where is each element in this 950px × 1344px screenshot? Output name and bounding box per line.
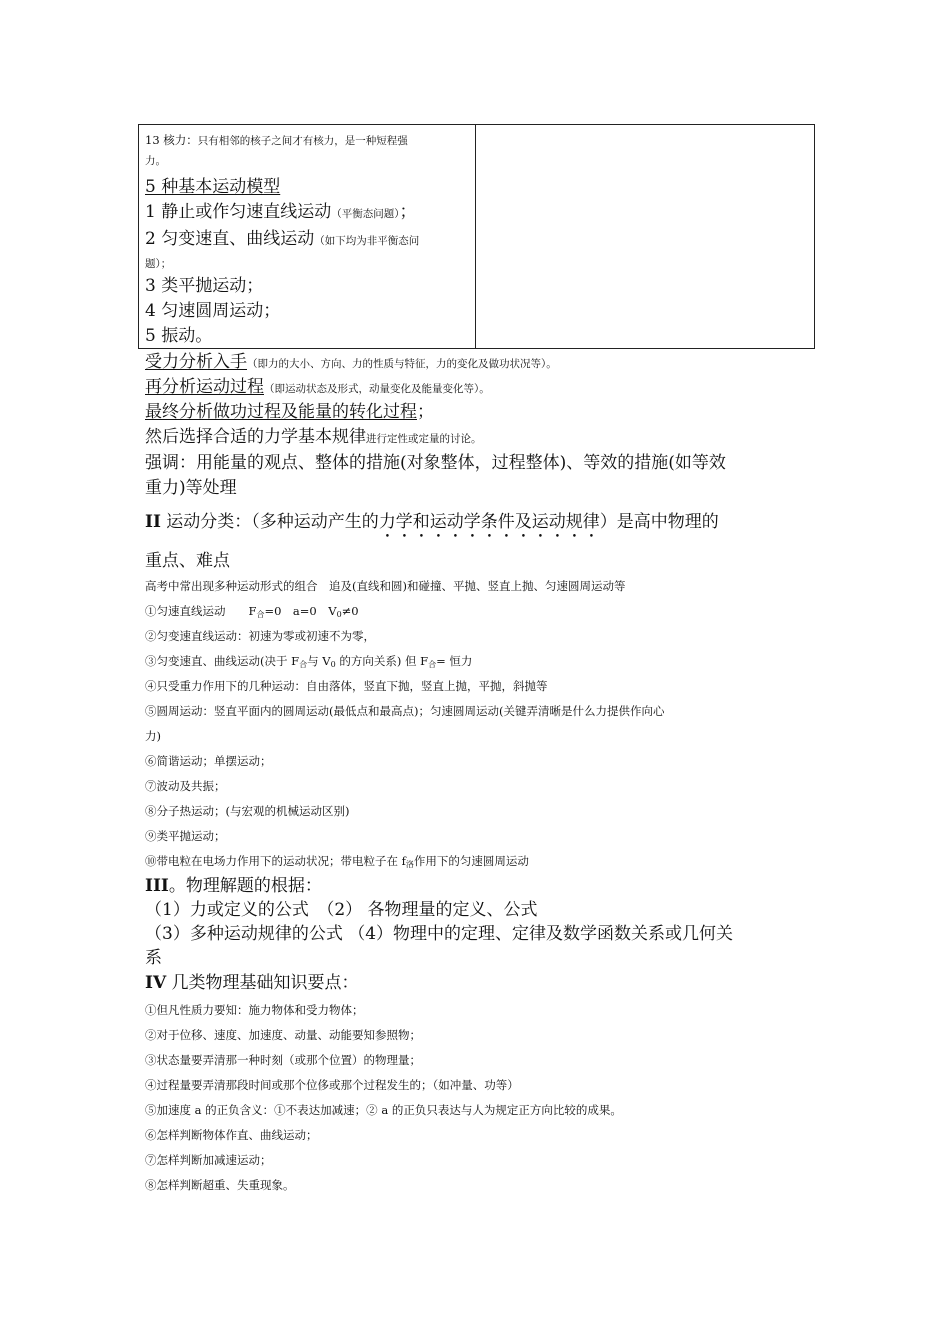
step-1-note: （即力的大小、方向、力的性质与特征，力的变化及做功状况等）。 [247, 358, 557, 370]
step-4-head: 然后选择合适的力学基本规律 [145, 427, 366, 447]
motion-item-3-sub: 合 [299, 660, 308, 669]
section-4-heading [145, 971, 359, 996]
emphasis-line-1: 强调：用能量的观点、整体的措施(对象整体，过程整体)、等效的措施(如等效 [145, 453, 726, 473]
core-force-desc-cont: 力。 [145, 155, 166, 167]
core-force-line [145, 129, 467, 152]
section-2-intro: 高考中常出现多种运动形式的组合 追及(直线和圆)和碰撞、平抛、竖直上抛、匀速圆周运动等 [145, 579, 626, 593]
section-3-heading [145, 874, 322, 899]
motion-item-3-a: ③匀变速直、曲线运动(决于 F [145, 654, 300, 668]
knowledge-point-2: ②对于位移、速度、加速度、动量、动能要知参照物； [145, 1028, 421, 1042]
model-1-note: （平衡态问题） [331, 208, 400, 220]
basis-line-2: （3）多种运动规律的公式 （4）物理中的定理、定律及数学函数关系或几何关 [145, 924, 734, 944]
knowledge-point-3: ③状态量要弄清那一种时刻（或那个位置）的物理量； [145, 1053, 421, 1067]
knowledge-point-7: ⑦怎样判断加减速运动； [145, 1153, 272, 1167]
motion-item-9: ⑨类平抛运动； [145, 829, 226, 843]
motion-item-5: ⑤圆周运动：竖直平面内的圆周运动(最低点和最高点)；匀速圆周运动(关键弄清晰是什么力提供作向心 [145, 704, 665, 718]
section-4-title: 几类物理基础知识要点： [166, 973, 359, 993]
section-2-heading [145, 510, 719, 542]
motion-item-1-c: ≠0 [341, 604, 359, 618]
models-title: 5 种基本运动模型 [145, 177, 281, 197]
motion-item-1-a: ①匀速直线运动 F [145, 604, 257, 618]
step-2 [145, 375, 490, 402]
motion-item-8: ⑧分子热运动；(与宏观的机械运动区别) [145, 804, 350, 818]
summary-table [138, 124, 815, 349]
knowledge-point-4: ④过程量要弄清那段时间或那个位侈或那个过程发生的；（如冲量、功等） [145, 1078, 519, 1092]
section-2-numeral: II [145, 512, 161, 532]
core-force-desc: 只有相邻的核子之间才有核力，是一种短程强 [197, 135, 408, 147]
step-2-head: 再分析运动过程 [145, 377, 264, 397]
motion-item-7: ⑦波动及共振； [145, 779, 226, 793]
model-2-note: （如下均为非平衡态问 [314, 235, 420, 247]
knowledge-point-1: ①但凡性质力要知：施力物体和受力物体； [145, 1003, 364, 1017]
step-1 [145, 350, 557, 377]
motion-item-3 [145, 650, 472, 676]
motion-item-1-sub: 合 [256, 610, 265, 619]
motion-item-2: ②匀变速直线运动：初速为零或初速不为零， [145, 629, 375, 643]
section-2-title-emphasis: 力学和运动学条件及运动规律 [378, 512, 600, 532]
model-1 [145, 200, 467, 227]
section-2-title-a: 运动分类：（多种运动产生的 [160, 512, 379, 532]
knowledge-point-8: ⑧怎样判断超重、失重现象。 [145, 1178, 295, 1192]
motion-item-3-sub2: 0 [330, 660, 336, 669]
motion-item-4: ④只受重力作用下的几种运动：自由落体，竖直下抛，竖直上抛，平抛，斜抛等 [145, 679, 548, 693]
emphasis-line-2: 重力)等处理 [145, 478, 237, 498]
step-1-head: 受力分析入手 [145, 352, 247, 372]
section-2-heading-cont: 重点、难点 [145, 551, 230, 571]
step-4-note: 进行定性或定量的讨论。 [366, 433, 482, 445]
motion-item-5-cont: 力) [145, 729, 161, 743]
section-3-title: 。物理解题的根据： [168, 876, 322, 896]
motion-item-10-sub: 洛 [405, 860, 414, 869]
section-3-numeral: III [145, 876, 169, 896]
model-2-note-cont: 题）； [145, 258, 172, 270]
model-2-text: 2 匀变速直、曲线运动 [145, 229, 315, 249]
step-3-head: 最终分析做功过程及能量的转化过程 [145, 402, 417, 422]
knowledge-point-5: ⑤加速度 a 的正负含义：①不表达加减速；② a 的正负只表达与人为规定正方向比较的成果。 [145, 1103, 622, 1117]
motion-item-3-c: 的方向关系) 但 F [335, 654, 429, 668]
model-2 [145, 227, 467, 254]
section-2-title-b: ）是高中物理的 [599, 512, 719, 532]
model-3: 3 类平抛运动； [145, 276, 264, 296]
model-1-text: 1 静止或作匀速直线运动 [145, 202, 332, 222]
motion-item-6: ⑥简谐运动；单摆运动； [145, 754, 272, 768]
motion-item-10 [145, 850, 529, 876]
step-2-note: （即运动状态及形式，动量变化及能量变化等）。 [264, 383, 490, 395]
motion-item-3-sub3: 合 [428, 660, 437, 669]
motion-item-10-a: ⑩带电粒在电场力作用下的运动状况；带电粒子在 f [145, 854, 406, 868]
step-3 [145, 400, 434, 425]
model-1-tail: ； [399, 202, 417, 222]
table-divider [475, 125, 476, 348]
step-4 [145, 425, 482, 452]
motion-item-1 [145, 600, 359, 626]
section-4-numeral: IV [145, 973, 167, 993]
core-force-label: 13 核力： [145, 133, 198, 147]
basis-line-1: （1）力或定义的公式 （2） 各物理量的定义、公式 [145, 900, 538, 920]
step-3-tail: ； [417, 402, 434, 422]
motion-item-3-d: = 恒力 [436, 654, 473, 668]
motion-item-3-b: 与 V [307, 654, 331, 668]
model-4: 4 匀速圆周运动； [145, 301, 281, 321]
knowledge-point-6: ⑥怎样判断物体作直、曲线运动； [145, 1128, 318, 1142]
motion-item-1-b: =0 a=0 V [264, 604, 337, 618]
model-5: 5 振动。 [145, 326, 213, 346]
basis-line-2-cont: 系 [145, 948, 162, 968]
motion-item-10-b: 作用下的匀速圆周运动 [413, 854, 529, 868]
table-left-cell [145, 129, 467, 349]
motion-item-1-sub2: 0 [336, 610, 342, 619]
table-right-cell [477, 125, 814, 348]
